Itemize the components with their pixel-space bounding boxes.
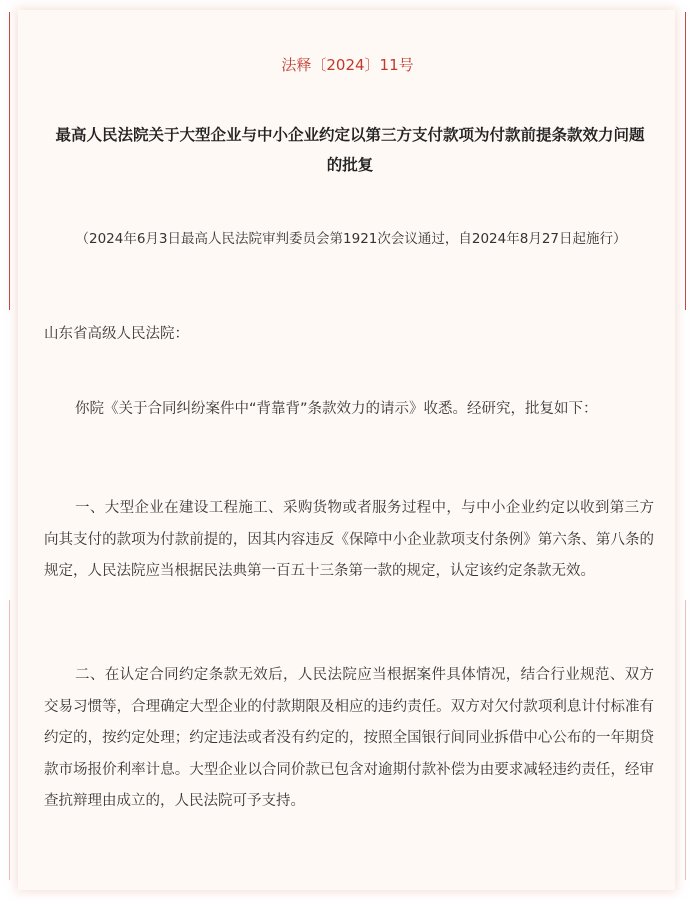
addressee: 山东省高级人民法院： (44, 326, 189, 342)
adoption-note: （2024年6月3日最高人民法院审判委员会第1921次会议通过，自2024年8月27日起施行） (75, 231, 627, 247)
document-number: 法释〔2024〕11号 (281, 56, 414, 74)
paragraph-article-2: 二、在认定合同约定条款无效后，人民法院应当根据案件具体情况，结合行业规范、双方交易习惯等，合理确定大型企业的付款期限及相应的违约责任。双方对欠付款项利息计付标准有约定的，按约定处理；约定违法或者没有约定的，按照全国银行间同业拆借中心公布的一年期贷款市场报价利率计息。大型企业以合同价款已包含对逾期付款补偿为由要求减轻违约责任，经审查抗辩理由成立的，人民法院可予支持。 (44, 667, 654, 809)
right-border-line-lower (685, 600, 686, 880)
left-border-line-lower (9, 600, 10, 880)
paragraph-intro: 你院《关于合同纠纷案件中“背靠背”条款效力的请示》收悉。经研究，批复如下： (75, 401, 598, 417)
paragraph-article-1: 一、大型企业在建设工程施工、采购货物或者服务过程中，与中小企业约定以收到第三方向其支付的款项为付款前提的，因其内容违反《保障中小企业款项支付条例》第六条、第八条的规定，人民法院应当根据民法典第一百五十三条第一款的规定，认定该约定条款无效。 (44, 500, 654, 579)
document-title: 最高人民法院关于大型企业与中小企业约定以第三方支付款项为付款前提条款效力问题的批复 (55, 126, 645, 174)
